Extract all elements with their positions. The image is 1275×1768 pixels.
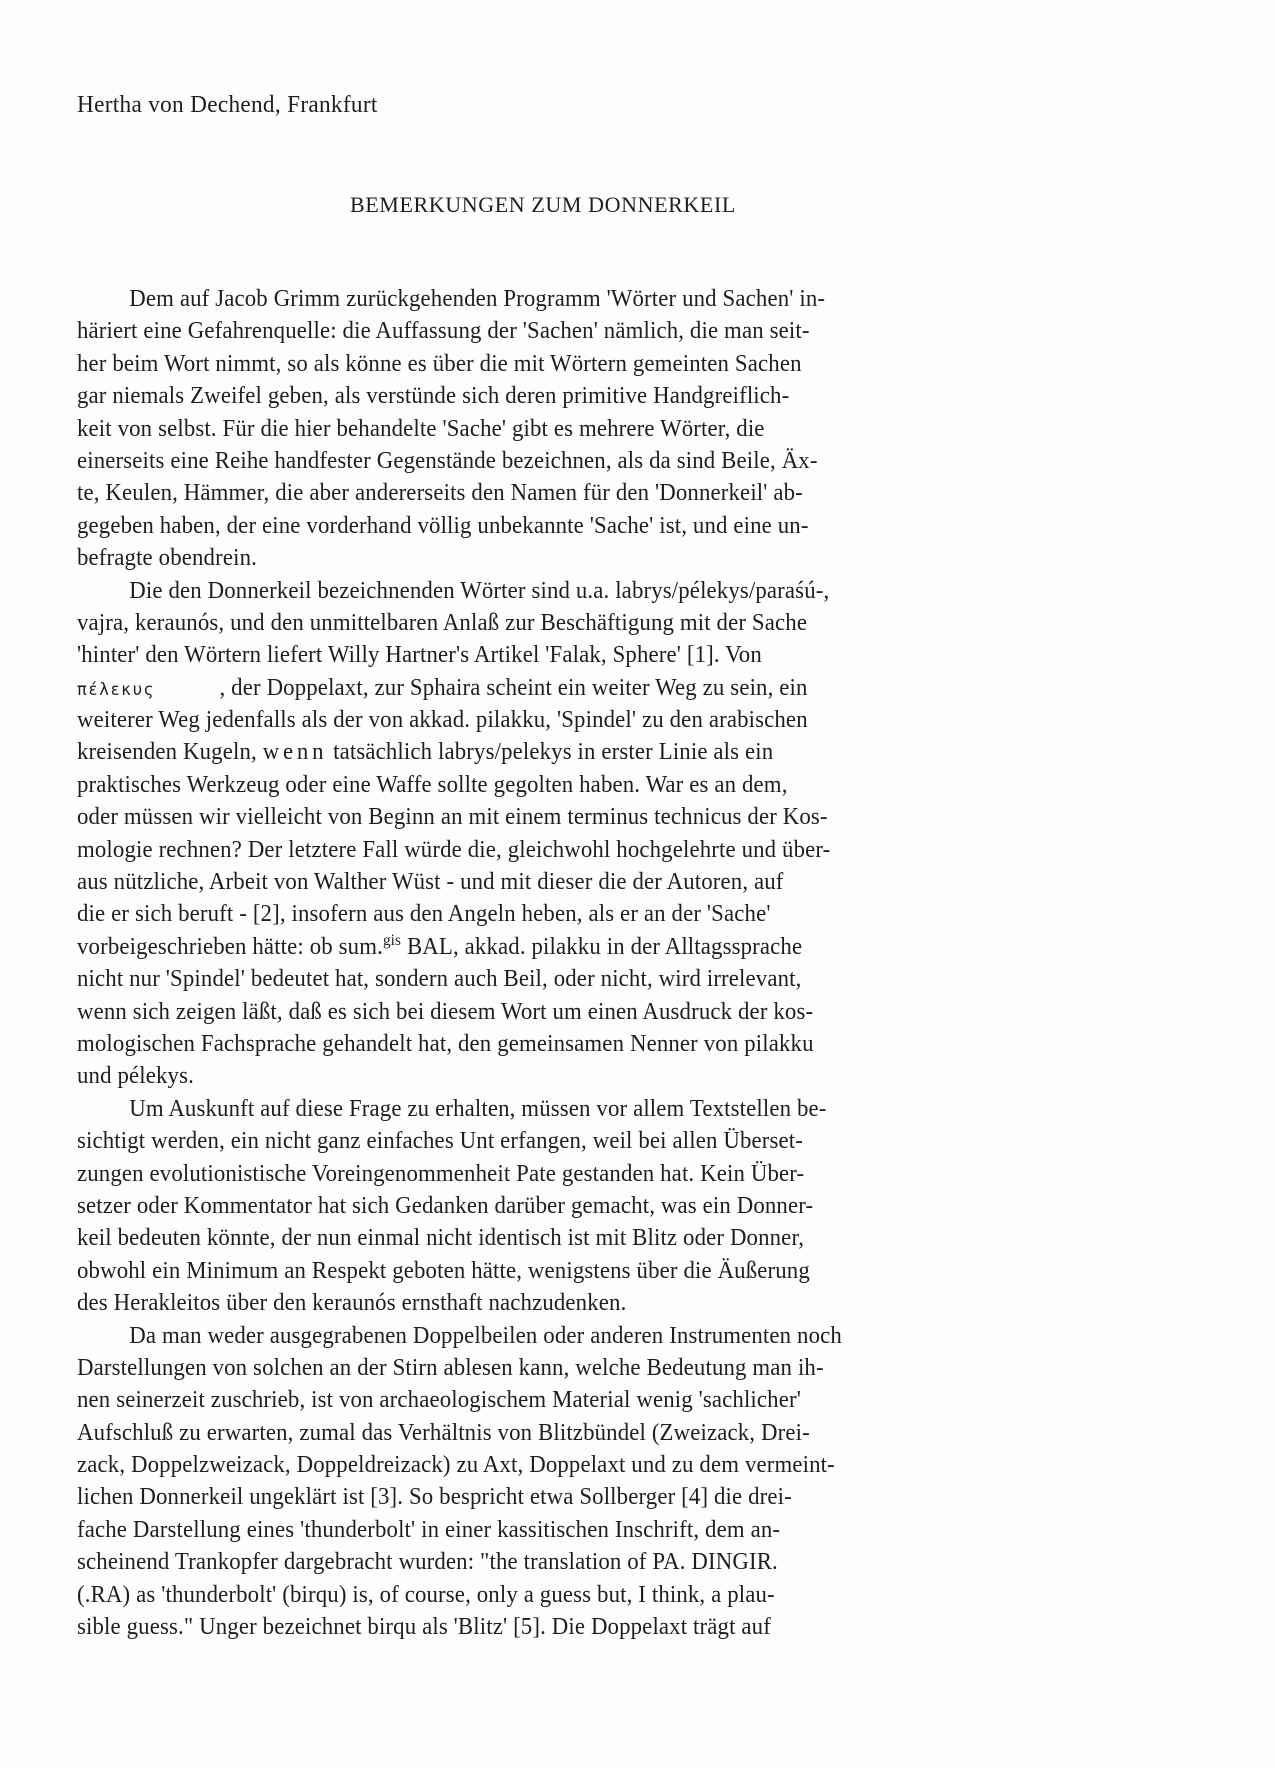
text-line-superscript bbox=[77, 931, 1151, 963]
text-line: lichen Donnerkeil ungeklärt ist [3]. So bespricht etwa Sollberger [4] die drei- bbox=[77, 1484, 792, 1511]
text-line: des Herakleitos über den keraunós ernsthaft nachzudenken. bbox=[77, 1290, 627, 1317]
text-line: setzer oder Kommentator hat sich Gedanken darüber gemacht, was ein Donner- bbox=[77, 1192, 814, 1219]
text-fragment: vorbeigeschrieben hätte: ob sum. bbox=[77, 933, 383, 960]
text-line: Dem auf Jacob Grimm zurückgehenden Programm 'Wörter und Sachen' in- bbox=[129, 286, 826, 312]
text-line: und pélekys. bbox=[77, 1063, 194, 1090]
text-line: keit von selbst. Für die hier behandelte 'Sache' gibt es mehrere Wörter, die bbox=[77, 415, 765, 442]
text-line: sichtigt werden, ein nicht ganz einfaches Unt erfangen, weil bei allen Überset- bbox=[77, 1128, 804, 1155]
text-line: Um Auskunft auf diese Frage zu erhalten, müssen vor allem Textstellen be- bbox=[129, 1095, 827, 1122]
text-line: gegeben haben, der eine vorderhand völlig unbekannte 'Sache' ist, und eine un- bbox=[77, 512, 809, 539]
text-line: aus nützliche, Arbeit von Walther Wüst - und mit dieser die der Autoren, auf bbox=[77, 869, 784, 896]
spaced-word: wenn bbox=[262, 739, 328, 766]
text-line: 'hinter' den Wörtern liefert Willy Hartner's Artikel 'Falak, Sphere' [1]. Von bbox=[77, 642, 762, 669]
text-line: wenn sich zeigen läßt, daß es sich bei diesem Wort um einen Ausdruck der kos- bbox=[77, 998, 814, 1025]
text-line: (.RA) as 'thunderbolt' (birqu) is, of course, only a guess but, I think, a plau- bbox=[77, 1581, 775, 1608]
text-line: mologie rechnen? Der letztere Fall würde die, gleichwohl hochgelehrte und über- bbox=[77, 836, 831, 863]
text-line: sible guess." Unger bezeichnet birqu als 'Blitz' [5]. Die Doppelaxt trägt auf bbox=[77, 1614, 771, 1641]
text-line: einerseits eine Reihe handfester Gegenstände bezeichnen, als da sind Beile, Äx- bbox=[77, 447, 818, 474]
text-line: obwohl ein Minimum an Respekt geboten hätte, wenigstens über die Äußerung bbox=[77, 1257, 810, 1284]
superscript-determinative: gis bbox=[382, 931, 402, 949]
author-line: Hertha von Dechend, Frankfurt bbox=[77, 92, 378, 118]
text-fragment: BAL, akkad. pilakku in der Alltagssprache bbox=[401, 933, 803, 960]
text-line: die er sich beruft - [2], insofern aus den Angeln heben, als er an der 'Sache' bbox=[77, 901, 771, 928]
text-line: fache Darstellung eines 'thunderbolt' in einer kassitischen Inschrift, dem an- bbox=[77, 1516, 781, 1543]
text-line: oder müssen wir vielleicht von Beginn an mit einem terminus technicus der Kos- bbox=[77, 804, 828, 831]
text-line: keil bedeuten könnte, der nun einmal nicht identisch ist mit Blitz oder Donner, bbox=[77, 1225, 805, 1252]
text-line: befragte obendrein. bbox=[77, 545, 257, 572]
text-line: gar niemals Zweifel geben, als verstünde sich deren primitive Handgreiflich- bbox=[77, 383, 790, 410]
text-line: scheinend Trankopfer dargebracht wurden: "the translation of PA. DINGIR. bbox=[77, 1549, 778, 1576]
text-line: Die den Donnerkeil bezeichnenden Wörter sind u.a. labrys/pélekys/paraśú-, bbox=[129, 577, 830, 604]
greek-word: πέλεκυς bbox=[77, 679, 156, 700]
article-title: BEMERKUNGEN ZUM DONNERKEIL bbox=[350, 192, 736, 217]
text-line: nen seinerzeit zuschrieb, ist von archaeologischem Material wenig 'sachlicher' bbox=[77, 1387, 801, 1414]
article-body bbox=[77, 283, 1207, 1643]
text-line: Aufschluß zu erwarten, zumal das Verhältnis von Blitzbündel (Zweizack, Drei- bbox=[77, 1419, 810, 1446]
text-fragment: kreisenden Kugeln, bbox=[77, 739, 263, 766]
text-line: zungen evolutionistische Voreingenommenheit Pate gestanden hat. Kein Über- bbox=[77, 1160, 805, 1187]
text-line: praktisches Werkzeug oder eine Waffe sollte gegolten haben. War es an dem, bbox=[77, 771, 788, 798]
text-line: mologischen Fachsprache gehandelt hat, den gemeinsamen Nenner von pilakku bbox=[77, 1030, 814, 1057]
text-line: her beim Wort nimmt, so als könne es über die mit Wörtern gemeinten Sachen bbox=[77, 350, 802, 377]
text-line: weiterer Weg jedenfalls als der von akkad. pilakku, 'Spindel' zu den arabischen bbox=[77, 707, 808, 734]
text-line: te, Keulen, Hämmer, die aber andererseits den Namen für den 'Donnerkeil' ab- bbox=[77, 480, 803, 507]
text-line-greek bbox=[77, 672, 1151, 704]
text-fragment: tatsächlich labrys/pelekys in erster Linie als ein bbox=[327, 739, 774, 766]
text-line-spaced bbox=[77, 736, 1151, 768]
text-line: vajra, keraunós, und den unmittelbaren Anlaß zur Beschäftigung mit der Sache bbox=[77, 609, 808, 636]
text-fragment: , der Doppelaxt, zur Sphaira scheint ein weiter Weg zu sein, ein bbox=[219, 674, 808, 701]
text-line: nicht nur 'Spindel' bedeutet hat, sondern auch Beil, oder nicht, wird irrelevant, bbox=[77, 966, 802, 993]
text-line: zack, Doppelzweizack, Doppeldreizack) zu Axt, Doppelaxt und zu dem vermeint- bbox=[77, 1452, 835, 1479]
text-line: Da man weder ausgegrabenen Doppelbeilen oder anderen Instrumenten noch bbox=[129, 1322, 842, 1349]
text-line: Darstellungen von solchen an der Stirn ablesen kann, welche Bedeutung man ih- bbox=[77, 1354, 824, 1381]
text-line: häriert eine Gefahrenquelle: die Auffassung der 'Sachen' nämlich, die man seit- bbox=[77, 318, 810, 345]
